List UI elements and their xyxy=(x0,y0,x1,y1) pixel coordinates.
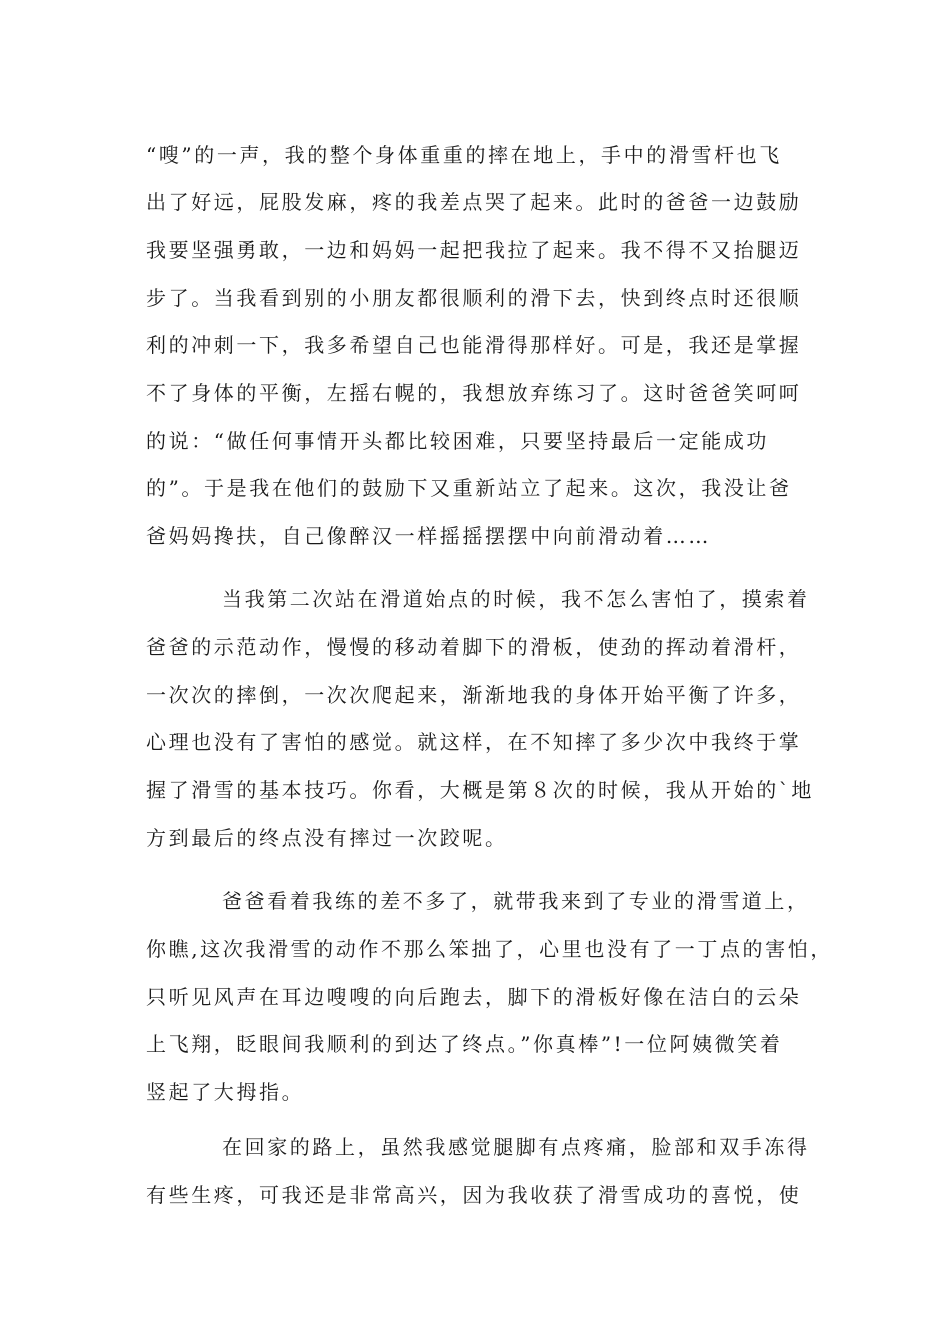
text-line: 的”。于是我在他们的鼓励下又重新站立了起来。这次，我没让爸 xyxy=(146,476,792,500)
text-line: 不了身体的平衡，左摇右幌的，我想放弃练习了。这时爸爸笑呵呵 xyxy=(146,381,802,405)
text-line: 心理也没有了害怕的感觉。就这样，在不知摔了多少次中我终于掌 xyxy=(146,730,802,754)
text-line: 出了好远，屁股发麻，疼的我差点哭了起来。此时的爸爸一边鼓励 xyxy=(146,190,802,214)
text-line: 有些生疼，可我还是非常高兴，因为我收获了滑雪成功的喜悦，使 xyxy=(146,1183,802,1207)
text-line: “嗖”的一声，我的整个身体重重的摔在地上，手中的滑雪杆也飞 xyxy=(146,143,782,167)
text-line: 你瞧,这次我滑雪的动作不那么笨拙了，心里也没有了一丁点的害怕， xyxy=(146,937,833,961)
text-line: 利的冲刺一下，我多希望自己也能滑得那样好。可是，我还是掌握 xyxy=(146,333,802,357)
text-line: 爸爸的示范动作，慢慢的移动着脚下的滑板，使劲的挥动着滑杆， xyxy=(146,635,802,659)
text-line: 步了。当我看到别的小朋友都很顺利的滑下去，快到终点时还很顺 xyxy=(146,286,802,310)
text-line: 的说：“做任何事情开头都比较困难，只要坚持最后一定能成功 xyxy=(146,429,770,453)
paragraph-first-line: 当我第二次站在滑道始点的时候，我不怎么害怕了，摸索着 xyxy=(222,587,810,611)
paragraph-first-line: 爸爸看着我练的差不多了，就带我来到了专业的滑雪道上， xyxy=(222,889,810,913)
text-line: 我要坚强勇敢，一边和妈妈一起把我拉了起来。我不得不又抬腿迈 xyxy=(146,238,802,262)
text-line: 方到最后的终点没有摔过一次跤呢。 xyxy=(146,826,508,850)
text-line: 爸妈妈搀扶，自己像醉汉一样摇摇摆摆中向前滑动着…… xyxy=(146,524,711,548)
text-line: 握了滑雪的基本技巧。你看，大概是第８次的时候，我从开始的`地 xyxy=(146,778,814,802)
text-line: 上飞翔，眨眼间我顺利的到达了终点。”你真棒”!一位阿姨微笑着 xyxy=(146,1032,783,1056)
text-line: 竖起了大拇指。 xyxy=(146,1080,305,1104)
text-line: 一次次的摔倒，一次次爬起来，渐渐地我的身体开始平衡了许多， xyxy=(146,683,802,707)
paragraph-first-line: 在回家的路上，虽然我感觉腿脚有点疼痛，脸部和双手冻得 xyxy=(222,1135,810,1159)
text-line: 只听见风声在耳边嗖嗖的向后跑去，脚下的滑板好像在洁白的云朵 xyxy=(146,985,802,1009)
